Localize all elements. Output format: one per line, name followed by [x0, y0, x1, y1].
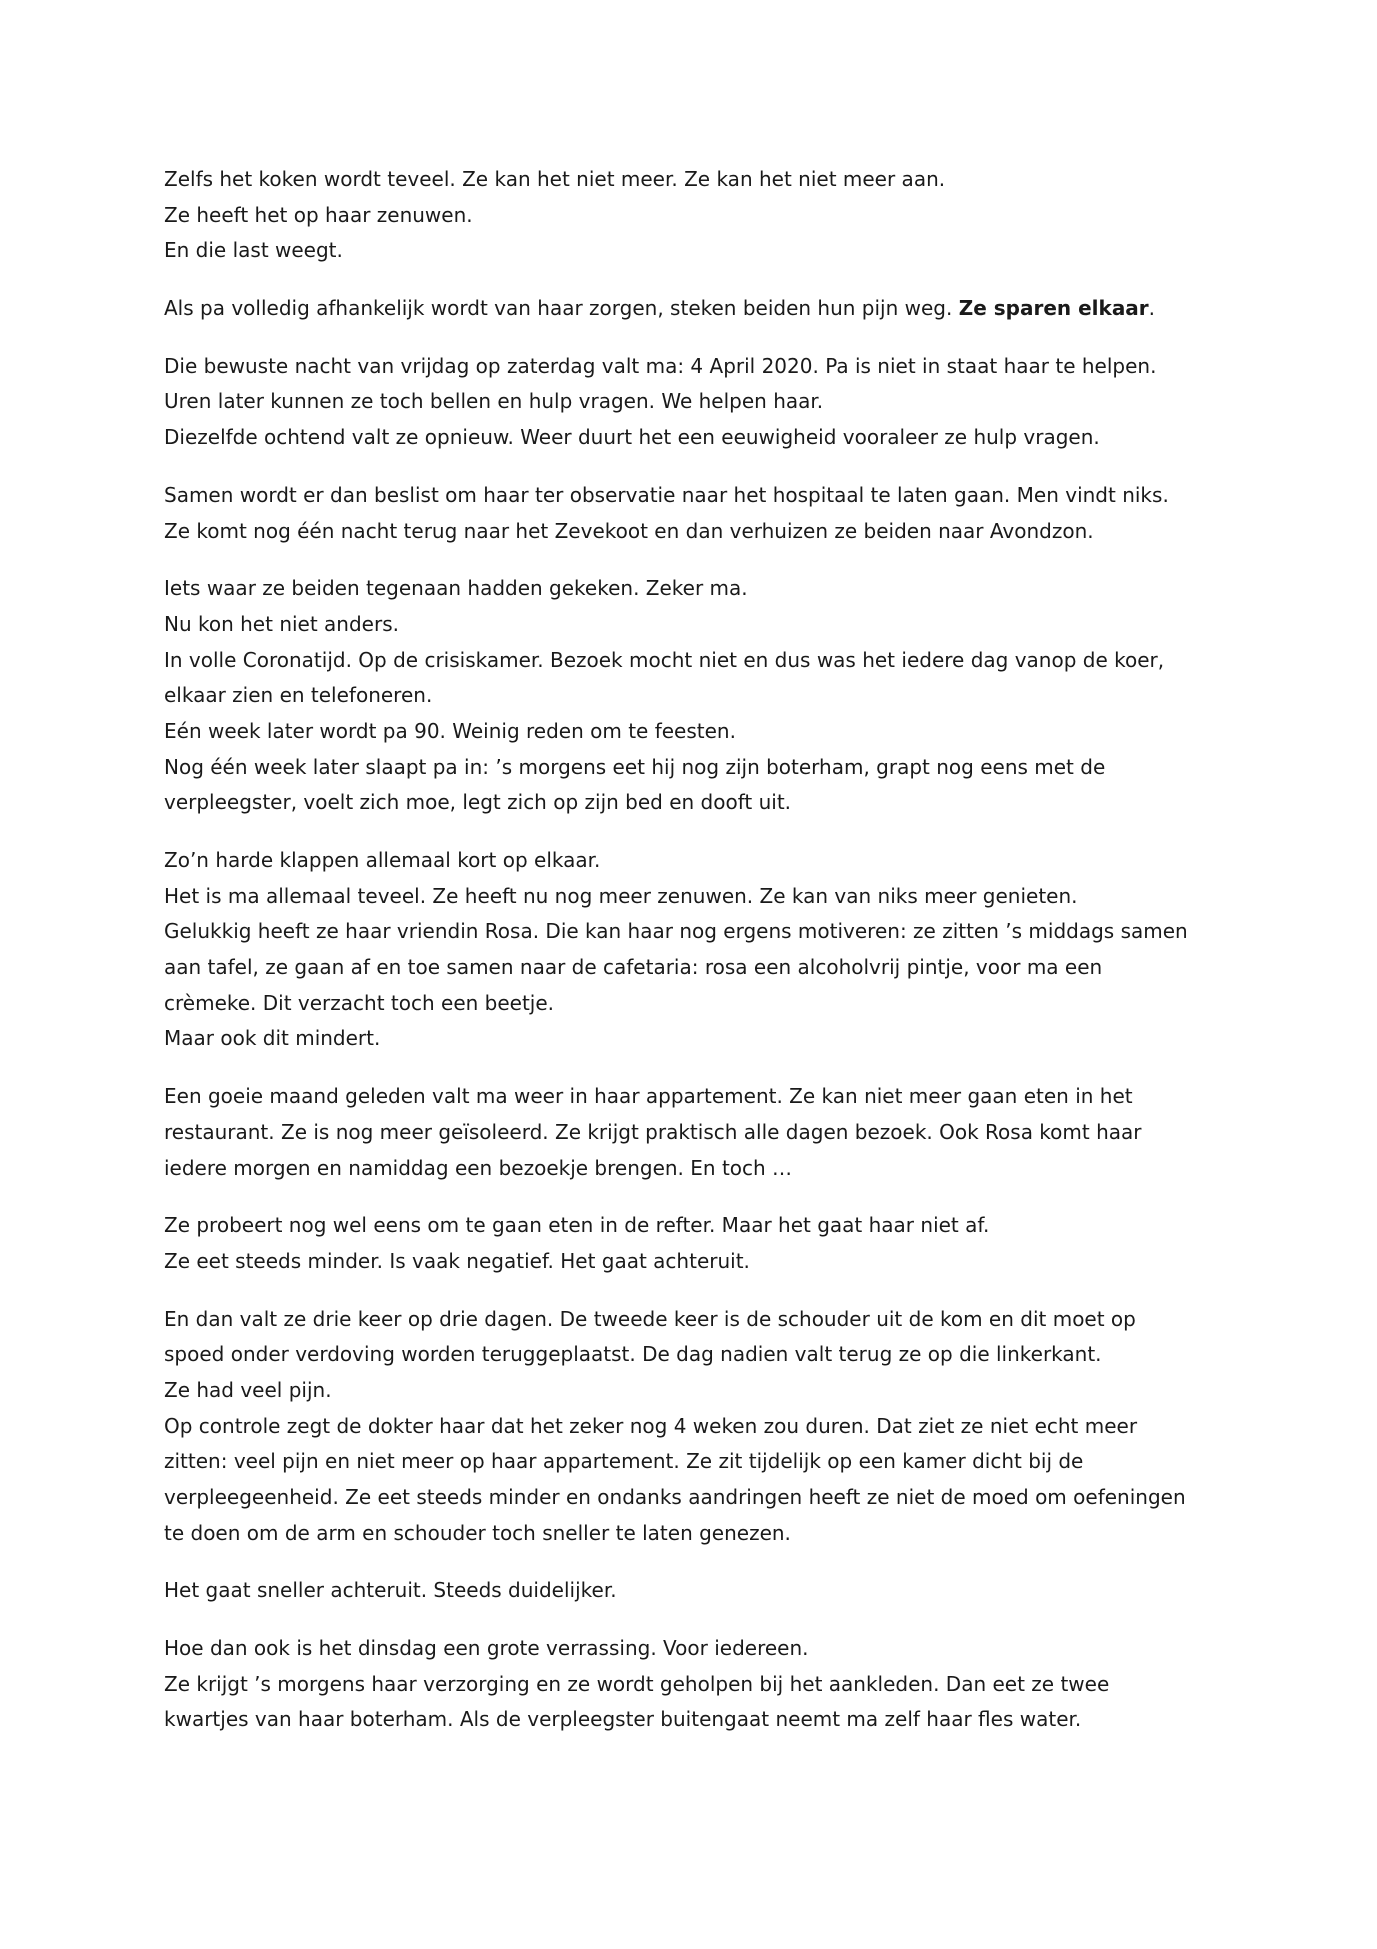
paragraph-5: [164, 571, 1244, 821]
text-line: Nog één week later slaapt pa in: ’s morgens eet hij nog zijn boterham, grapt nog eens met de: [164, 754, 1106, 779]
paragraph-9: [164, 1302, 1244, 1552]
text-line: Een goeie maand geleden valt ma weer in haar appartement. Ze kan niet meer gaan eten in het: [164, 1084, 1133, 1109]
text-line: Op controle zegt de dokter haar dat het zeker nog 4 weken zou duren. Dat ziet ze niet echt meer: [164, 1413, 1138, 1438]
text-line: En die last weegt.: [164, 238, 343, 263]
paragraph-7: [164, 1079, 1244, 1186]
paragraph-3: [164, 349, 1244, 456]
text-line: Ze komt nog één nacht terug naar het Zevekoot en dan verhuizen ze beiden naar Avondzon.: [164, 518, 1094, 543]
text-line: Zo’n harde klappen allemaal kort op elkaar.: [164, 848, 601, 872]
text-line: En dan valt ze drie keer op drie dagen. De tweede keer is de schouder uit de kom en dit moet op: [164, 1306, 1136, 1331]
text-line: Gelukkig heeft ze haar vriendin Rosa. Die kan haar nog ergens motiveren: ze zitten ’s middags samen: [164, 919, 1188, 944]
text-line: Diezelfde ochtend valt ze opnieuw. Weer duurt het een eeuwigheid vooraleer ze hulp vragen.: [164, 425, 1100, 450]
paragraph-2: [164, 291, 1244, 327]
text-line: Ze krijgt ’s morgens haar verzorging en ze wordt geholpen bij het aankleden. Dan eet ze twee: [164, 1671, 1110, 1696]
text-line: Die bewuste nacht van vrijdag op zaterdag valt ma: 4 April 2020. Pa is niet in staat haar te helpen.: [164, 353, 1157, 378]
text-line: verpleegster, voelt zich moe, legt zich op zijn bed en dooft uit.: [164, 790, 792, 815]
paragraph-6: [164, 843, 1244, 1057]
text-line: Zelfs het koken wordt teveel. Ze kan het niet meer. Ze kan het niet meer aan.: [164, 167, 946, 191]
text-line: Het is ma allemaal teveel. Ze heeft nu nog meer zenuwen. Ze kan van niks meer genieten.: [164, 883, 1078, 908]
text-line: verpleegeenheid. Ze eet steeds minder en ondanks aandringen heeft ze niet de moed om oefeningen: [164, 1485, 1186, 1509]
text-line: iedere morgen en namiddag een bezoekje brengen. En toch …: [164, 1155, 793, 1180]
text-line: Ze heeft het op haar zenuwen.: [164, 202, 473, 227]
text-line: Het gaat sneller achteruit. Steeds duidelijker.: [164, 1578, 617, 1603]
bold-emphasis: Ze sparen elkaar: [958, 296, 1149, 321]
text-line: elkaar zien en telefoneren.: [164, 683, 433, 708]
text-line: te doen om de arm en schouder toch sneller te laten genezen.: [164, 1520, 791, 1545]
text-line: Maar ook dit mindert.: [164, 1026, 381, 1051]
text-line: Nu kon het niet anders.: [164, 611, 399, 636]
paragraph-8: [164, 1208, 1244, 1279]
text-line: Eén week later wordt pa 90. Weinig reden om te feesten.: [164, 718, 736, 743]
text-line: restaurant. Ze is nog meer geïsoleerd. Ze krijgt praktisch alle dagen bezoek. Ook Rosa komt haar: [164, 1119, 1142, 1144]
text-line: Samen wordt er dan beslist om haar ter observatie naar het hospitaal te laten gaan. Men vindt niks.: [164, 482, 1169, 507]
text-line: spoed onder verdoving worden teruggeplaatst. De dag nadien valt terug ze op die linkerkant.: [164, 1342, 1102, 1367]
text-run: .: [1148, 296, 1156, 321]
text-line: [164, 291, 1244, 327]
text-line: Iets waar ze beiden tegenaan hadden gekeken. Zeker ma.: [164, 576, 748, 601]
paragraph-1: [164, 162, 1244, 269]
paragraph-11: [164, 1631, 1244, 1738]
paragraph-4: [164, 478, 1244, 549]
text-line: kwartjes van haar boterham. Als de verpleegster buitengaat neemt ma zelf haar fles water.: [164, 1707, 1082, 1732]
text-run: Als pa volledig afhankelijk wordt van haar zorgen, steken beiden hun pijn weg.: [164, 296, 959, 321]
text-line: Uren later kunnen ze toch bellen en hulp vragen. We helpen haar.: [164, 389, 824, 414]
text-line: crèmeke. Dit verzacht toch een beetje.: [164, 990, 555, 1015]
text-line: Hoe dan ook is het dinsdag een grote verrassing. Voor iedereen.: [164, 1636, 809, 1661]
text-line: Ze had veel pijn.: [164, 1377, 332, 1402]
document-page: [164, 162, 1244, 1760]
text-line: aan tafel, ze gaan af en toe samen naar de cafetaria: rosa een alcoholvrij pintje, voor ma een: [164, 955, 1103, 980]
text-line: zitten: veel pijn en niet meer op haar appartement. Ze zit tijdelijk op een kamer dicht bij de: [164, 1449, 1084, 1474]
text-line: In volle Coronatijd. Op de crisiskamer. Bezoek mocht niet en dus was het iedere dag vanop de koer,: [164, 647, 1165, 672]
paragraph-10: [164, 1573, 1244, 1609]
text-line: Ze probeert nog wel eens om te gaan eten in de refter. Maar het gaat haar niet af.: [164, 1213, 990, 1238]
text-line: Ze eet steeds minder. Is vaak negatief. Het gaat achteruit.: [164, 1248, 750, 1273]
